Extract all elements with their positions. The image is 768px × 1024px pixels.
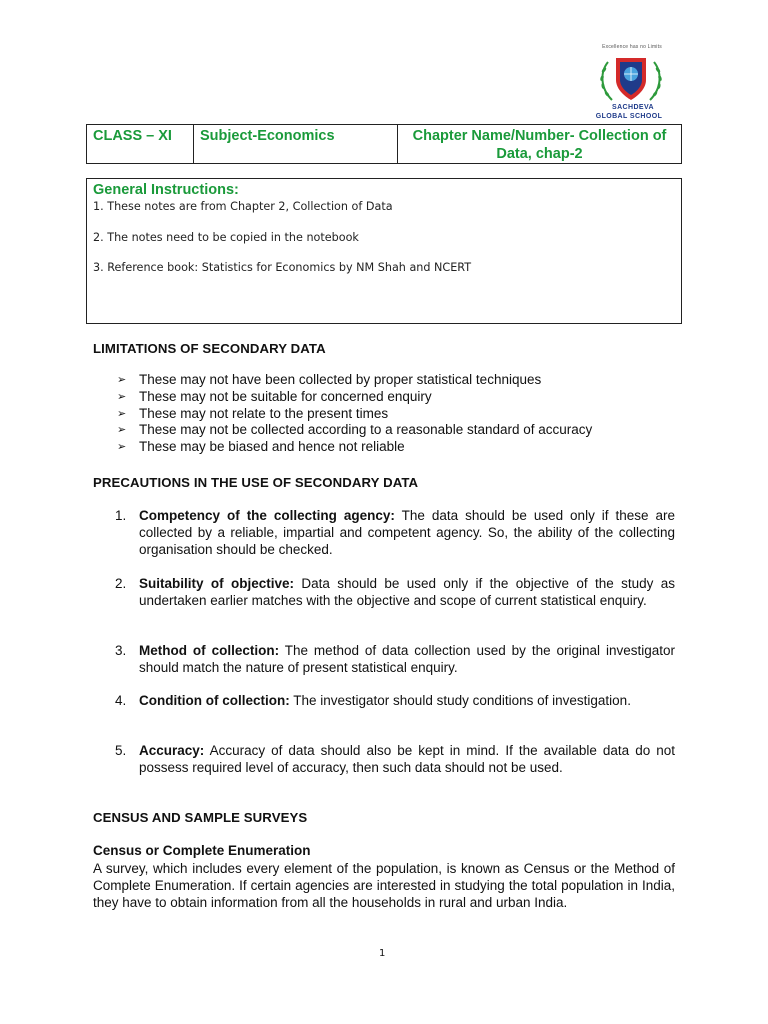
- logo-name-line1: SACHDEVA: [612, 104, 654, 111]
- list-item: ➢ These may not be collected according to a reasonable standard of accuracy: [117, 422, 593, 438]
- list-item: ➢ These may not have been collected by proper statistical techniques: [117, 372, 542, 387]
- instruction-item: 2. The notes need to be copied in the notebook: [93, 231, 359, 244]
- school-crest-icon: [596, 50, 666, 106]
- precautions-heading: PRECAUTIONS IN THE USE OF SECONDARY DATA: [93, 475, 419, 490]
- page-number: 1: [379, 948, 386, 959]
- list-item: ➢ These may be biased and hence not reliable: [117, 439, 405, 455]
- logo-name-line2: GLOBAL SCHOOL: [595, 113, 663, 120]
- arrow-bullet-icon: ➢: [117, 441, 127, 454]
- precaution-item: 5. Accuracy: Accuracy of data should also be kept in mind. If the available data do not possess required level of accuracy, then such data should not be used.: [115, 743, 675, 775]
- subject-cell: Subject-Economics: [194, 125, 398, 163]
- arrow-bullet-icon: ➢: [117, 374, 127, 386]
- logo-motto: Excellence has no Limits: [602, 44, 662, 50]
- limitations-heading: LIMITATIONS OF SECONDARY DATA: [93, 341, 326, 356]
- census-paragraph: A survey, which includes every element of the population, is known as Census or the Method of Complete Enumeration. If certain agencies are interested in studying the total population in India, they have to obtain information from all the households in rural and urban India.: [93, 861, 675, 911]
- arrow-bullet-icon: ➢: [117, 390, 127, 403]
- precaution-item: 3. Method of collection: The method of data collection used by the original investigator should match the nature of present statistical enquiry.: [115, 643, 675, 675]
- instruction-item: 1. These notes are from Chapter 2, Collection of Data: [93, 200, 393, 213]
- precaution-item: 1. Competency of the collecting agency: The data should be used only if these are collected by a reliable, impartial and competent agency. So, the ability of the collecting organisation should be checked.: [115, 508, 675, 557]
- header-table: [86, 124, 682, 164]
- chapter-cell: Chapter Name/Number- Collection of Data, chap-2: [412, 128, 667, 162]
- arrow-bullet-icon: ➢: [117, 407, 127, 420]
- school-logo: [588, 44, 678, 124]
- precaution-item: 2. Suitability of objective: Data should be used only if the objective of the study as undertaken earlier matches with the objective and scope of current statistical enquiry.: [115, 576, 675, 608]
- limitations-list: [117, 372, 592, 456]
- census-heading: CENSUS AND SAMPLE SURVEYS: [93, 810, 308, 825]
- instruction-item: 3. Reference book: Statistics for Economics by NM Shah and NCERT: [93, 261, 472, 274]
- arrow-bullet-icon: ➢: [117, 424, 127, 437]
- census-subheading: Census or Complete Enumeration: [93, 843, 311, 858]
- precaution-item: 4. Condition of collection: The investigator should study conditions of investigation.: [115, 693, 631, 708]
- list-item: ➢ These may not be suitable for concerned enquiry: [117, 388, 432, 404]
- instructions-box: [86, 178, 682, 324]
- class-cell: CLASS – XI: [87, 125, 194, 163]
- list-item: ➢ These may not relate to the present times: [117, 405, 389, 421]
- instructions-title: General Instructions:: [93, 182, 239, 198]
